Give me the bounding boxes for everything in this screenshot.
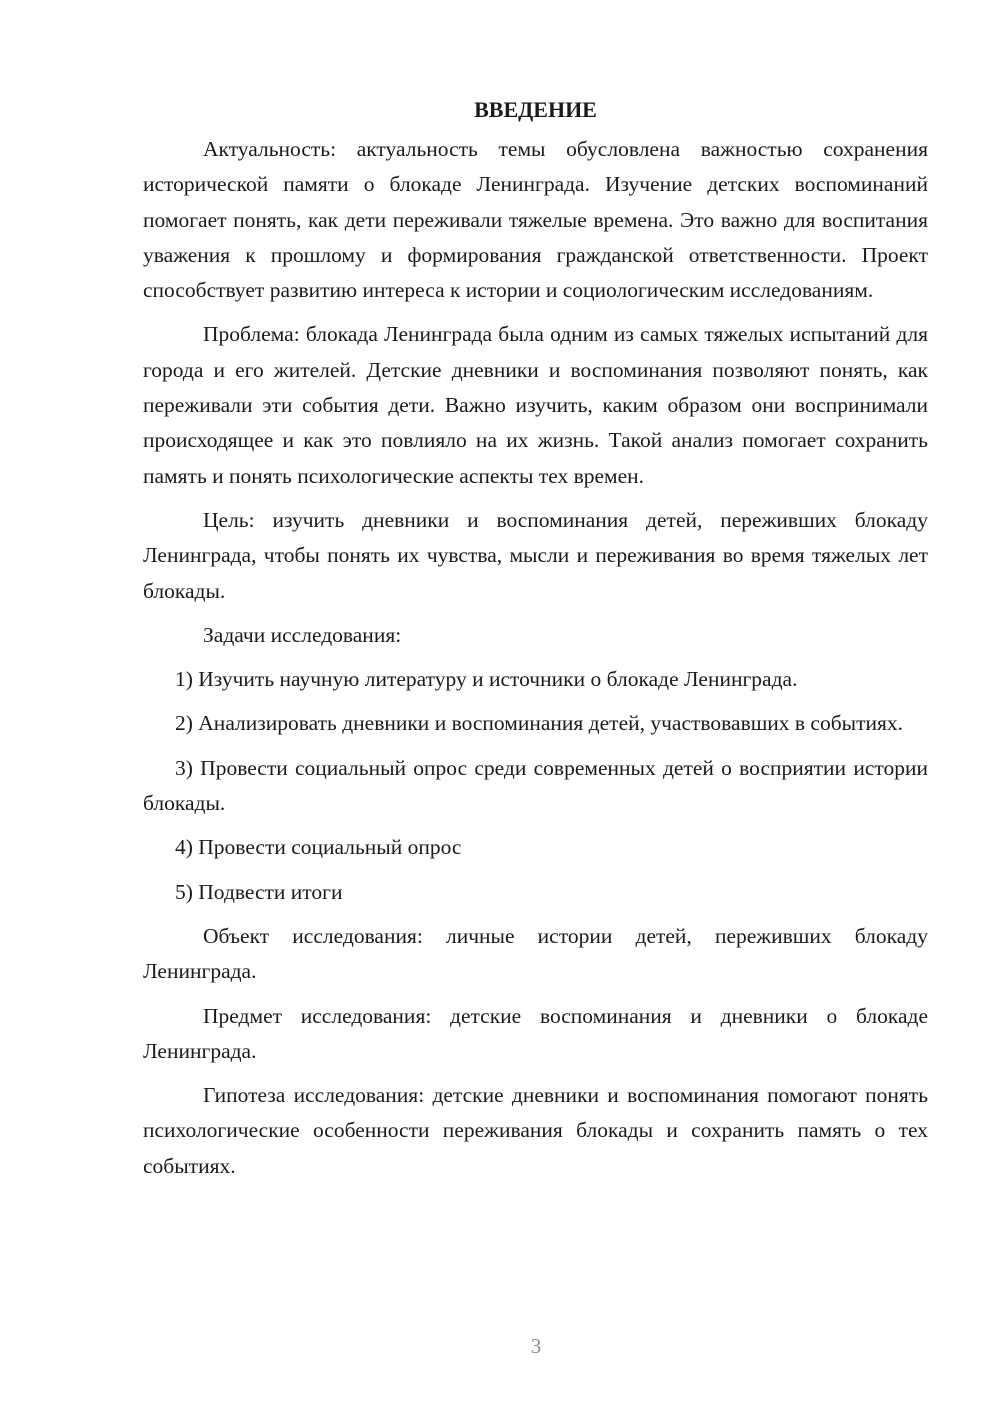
task-item-5: 5) Подвести итоги (175, 879, 343, 904)
document-page (143, 92, 928, 1193)
page-title: ВВЕДЕНИЕ (474, 97, 597, 122)
task-item-3: 3) Провести социальный опрос среди современных детей о восприятии истории блокады. (143, 755, 928, 816)
paragraph-hypothesis: Гипотеза исследования: детские дневники и воспоминания помогают понять психологические особенности переживания блокады и сохранить память о тех событиях. (143, 1083, 928, 1178)
paragraph-relevance: Актуальность: актуальность темы обусловлена важностью сохранения исторической памяти о блокаде Ленинграда. Изучение детских воспоминаний помогает понять, как дети переживали тяжелые времена. Это важно для воспитания уважения к прошлому и формирования гражданской ответственности. Проект способствует развитию интереса к истории и социологическим исследованиям. (143, 137, 928, 303)
paragraph-subject: Предмет исследования: детские воспоминания и дневники о блокаде Ленинграда. (143, 1003, 928, 1063)
paragraph-problem: Проблема: блокада Ленинграда была одним из самых тяжелых испытаний для города и его жителей. Детские дневники и воспоминания позволяют понять, как переживали эти события дети. Важно изучить, каким образом они воспринимали происходящее и как это повлияло на их жизнь. Такой анализ помогает сохранить память и понять психологические аспекты тех времен. (143, 322, 928, 488)
task-item-4: 4) Провести социальный опрос (175, 835, 462, 860)
task-item-2: 2) Анализировать дневники и воспоминания детей, участвовавших в событиях. (175, 711, 904, 736)
paragraph-goal: Цель: изучить дневники и воспоминания детей, переживших блокаду Ленинграда, чтобы понять их чувства, мысли и переживания во время тяжелых лет блокады. (143, 507, 928, 603)
paragraph-object: Объект исследования: личные истории детей, переживших блокаду Ленинграда. (143, 923, 928, 984)
task-item-1: 1) Изучить научную литературу и источники о блокаде Ленинграда. (175, 667, 798, 692)
page-number: 3 (530, 1334, 542, 1358)
paragraph-tasks-heading: Задачи исследования: (203, 622, 402, 647)
